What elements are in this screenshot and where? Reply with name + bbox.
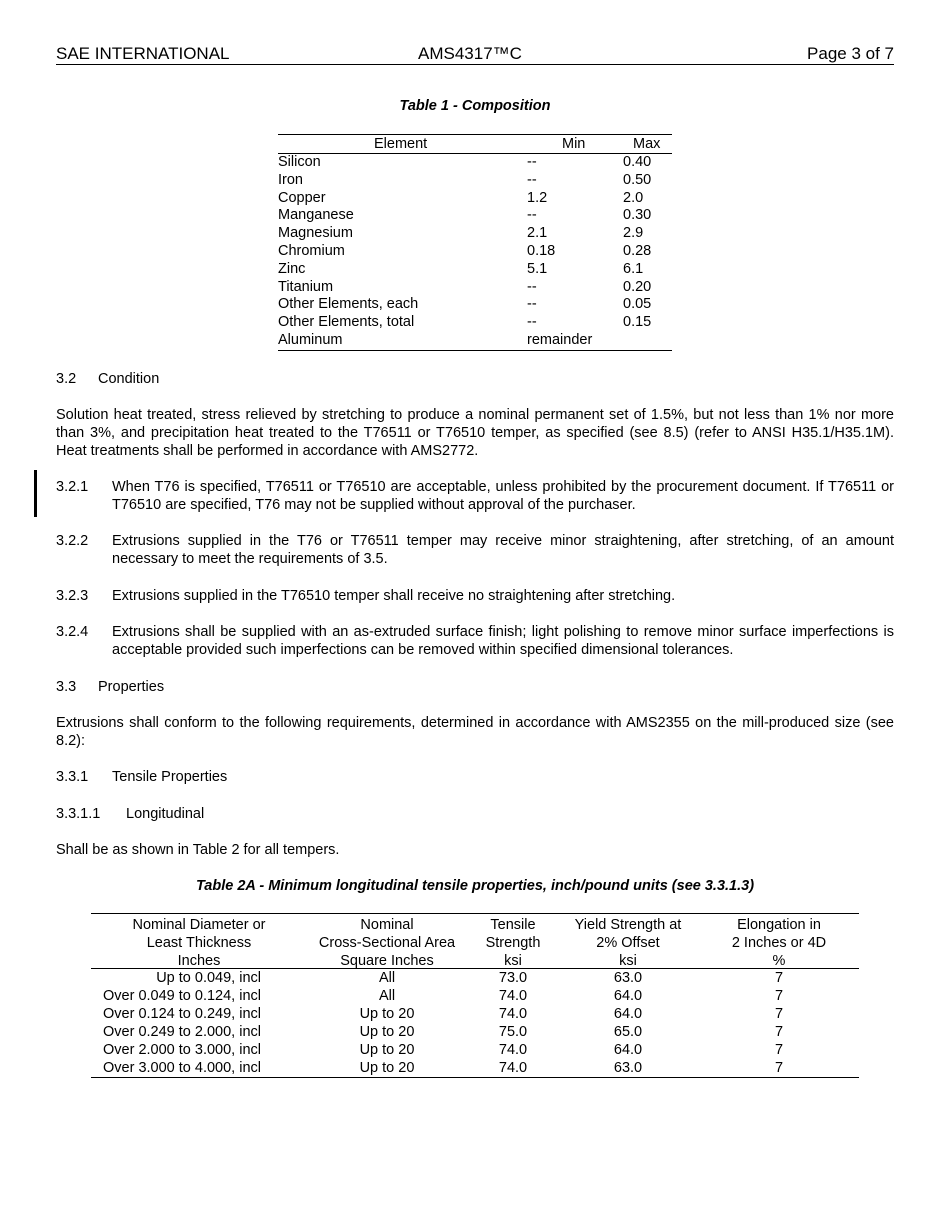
table-row: [278, 296, 672, 314]
subsection-text: Extrusions supplied in the T76 or T76511 temper may receive minor straightening, after stretching, of an amount necessary to meet the requirements of 3.5.: [112, 533, 894, 567]
table-row: [278, 154, 672, 172]
column-header-tensile: [473, 916, 553, 970]
section-3-2-heading: [56, 370, 159, 388]
section-3-3-1-heading: [56, 768, 227, 786]
table-row: [278, 314, 672, 332]
table-row: [278, 261, 672, 279]
cell-yield: 64.0: [613, 1042, 643, 1058]
header-line: %: [772, 953, 786, 969]
cell-element: Silicon: [278, 154, 321, 170]
cell-element: Zinc: [278, 260, 306, 277]
table-body: [278, 154, 672, 350]
column-header-elongation: [713, 916, 845, 970]
table-row: [278, 279, 672, 297]
cell-yield: 64.0: [613, 1006, 643, 1022]
header-line: Nominal Diameter or: [132, 917, 266, 933]
table-row: [91, 1041, 859, 1059]
section-title: Tensile Properties: [112, 769, 228, 785]
header-line: ksi: [504, 953, 522, 969]
subsection-3-2-3: [56, 587, 894, 605]
column-header-area: [303, 916, 471, 970]
cell-diameter: Up to 0.049, incl: [156, 970, 261, 986]
cell-tensile: 73.0: [498, 970, 528, 986]
column-header-element: Element: [374, 136, 428, 152]
cell-min: --: [527, 207, 537, 224]
cell-elongation: 7: [774, 988, 784, 1004]
section-number: 3.2: [56, 371, 77, 387]
change-bar: [34, 470, 37, 517]
section-3-3-1-1-body: Shall be as shown in Table 2 for all tempers.: [56, 842, 340, 858]
section-title: Longitudinal: [126, 806, 205, 822]
cell-max: 0.40: [623, 154, 652, 170]
cell-elongation: 7: [774, 970, 784, 986]
column-header-max: Max: [633, 136, 661, 152]
column-header-min: Min: [562, 136, 586, 152]
composition-table: [278, 134, 672, 351]
header-org: SAE INTERNATIONAL: [56, 44, 230, 63]
cell-yield: 65.0: [613, 1024, 643, 1040]
section-title: Condition: [98, 371, 160, 387]
cell-min: remainder: [527, 331, 593, 348]
section-number: 3.3.1: [56, 769, 89, 785]
cell-diameter: Over 0.249 to 2.000, incl: [103, 1024, 261, 1040]
table-row: [91, 969, 859, 987]
cell-yield: 63.0: [613, 970, 643, 986]
cell-min: --: [527, 296, 537, 313]
cell-max: 2.0: [623, 189, 644, 206]
cell-element: Chromium: [278, 242, 345, 259]
header-line: Elongation in: [737, 917, 821, 933]
cell-diameter: Over 0.124 to 0.249, incl: [103, 1006, 261, 1022]
header-line: 2% Offset: [596, 935, 660, 951]
cell-max: 0.50: [623, 171, 652, 188]
header-doc-number: AMS4317™C: [418, 44, 522, 63]
cell-max: 2.9: [623, 225, 644, 242]
cell-min: 5.1: [527, 260, 548, 277]
section-3-3-1-1-heading: [56, 805, 204, 823]
header-line: Square Inches: [340, 953, 434, 969]
section-3-3-heading: [56, 678, 164, 696]
tensile-properties-table: [91, 913, 859, 1078]
cell-min: 1.2: [527, 189, 548, 206]
header-line: ksi: [619, 953, 637, 969]
cell-max: 6.1: [623, 260, 644, 277]
cell-element: Iron: [278, 171, 303, 188]
table-row: [91, 987, 859, 1005]
subsection-number: 3.2.1: [56, 479, 89, 495]
cell-min: --: [527, 171, 537, 188]
cell-max: 0.15: [623, 314, 652, 331]
table-row: [91, 1059, 859, 1077]
cell-max: 0.30: [623, 207, 652, 224]
column-header-yield: [561, 916, 695, 970]
page-header: [56, 44, 894, 65]
header-line: Yield Strength at: [574, 917, 682, 933]
section-number: 3.3.1.1: [56, 806, 101, 822]
header-line: Cross-Sectional Area: [318, 935, 456, 951]
section-3-3-body: Extrusions shall conform to the following requirements, determined in accordance with AMS2355 on the mill-produced size (see 8.2):: [56, 715, 894, 749]
subsection-3-2-2: [56, 532, 894, 568]
header-line: 2 Inches or 4D: [731, 935, 827, 951]
table-row: [91, 1005, 859, 1023]
cell-element: Aluminum: [278, 331, 343, 348]
table-row: [278, 243, 672, 261]
section-title: Properties: [98, 679, 165, 695]
subsection-text: Extrusions supplied in the T76510 temper shall receive no straightening after stretching.: [112, 588, 676, 604]
subsection-number: 3.2.3: [56, 588, 89, 604]
table-header-row: [91, 914, 859, 969]
cell-min: 2.1: [527, 225, 548, 242]
table-row: [278, 332, 672, 350]
cell-element: Other Elements, total: [278, 314, 415, 331]
cell-min: --: [527, 314, 537, 331]
cell-max: 0.20: [623, 278, 652, 295]
cell-min: --: [527, 278, 537, 295]
cell-area: Up to 20: [359, 1024, 415, 1040]
cell-tensile: 75.0: [498, 1024, 528, 1040]
cell-elongation: 7: [774, 1024, 784, 1040]
table-row: [91, 1023, 859, 1041]
cell-max: 0.28: [623, 242, 652, 259]
cell-max: 0.05: [623, 296, 652, 313]
cell-element: Magnesium: [278, 225, 353, 242]
cell-element: Copper: [278, 189, 326, 206]
cell-element: Manganese: [278, 207, 354, 224]
cell-elongation: 7: [774, 1042, 784, 1058]
cell-yield: 63.0: [613, 1060, 643, 1076]
cell-area: All: [378, 988, 396, 1004]
cell-tensile: 74.0: [498, 988, 528, 1004]
cell-area: Up to 20: [359, 1060, 415, 1076]
table-row: [278, 190, 672, 208]
cell-diameter: Over 0.049 to 0.124, incl: [103, 988, 261, 1004]
cell-area: Up to 20: [359, 1006, 415, 1022]
cell-elongation: 7: [774, 1006, 784, 1022]
header-line: Nominal: [360, 917, 414, 933]
cell-tensile: 74.0: [498, 1006, 528, 1022]
header-line: Strength: [485, 935, 541, 951]
column-header-diameter: [108, 916, 290, 970]
header-line: Tensile: [490, 917, 536, 933]
section-3-2-body: Solution heat treated, stress relieved by stretching to produce a nominal permanent set of 1.5%, but not less than 1% nor more than 3%, and precipitation heat treated to the T76511 or T76510 temper, as specified (see 8.5) (refer to ANSI H35.1/H35.1M). Heat treatments shall be performed in accordance with AMS2772.: [56, 407, 894, 459]
table-row: [278, 225, 672, 243]
section-number: 3.3: [56, 679, 77, 695]
subsection-3-2-1: [56, 478, 894, 514]
header-page-number: Page 3 of 7: [807, 44, 894, 63]
table2a-caption: Table 2A - Minimum longitudinal tensile properties, inch/pound units (see 3.3.1.3): [195, 878, 755, 894]
subsection-number: 3.2.4: [56, 624, 89, 640]
table-row: [278, 172, 672, 190]
cell-elongation: 7: [774, 1060, 784, 1076]
subsection-number: 3.2.2: [56, 533, 89, 549]
subsection-text: Extrusions shall be supplied with an as-extruded surface finish; light polishing to remove minor surface imperfections is acceptable provided such imperfections can be removed within specified dimensional tolerances.: [112, 624, 894, 658]
cell-yield: 64.0: [613, 988, 643, 1004]
cell-area: All: [378, 970, 396, 986]
cell-diameter: Over 3.000 to 4.000, incl: [103, 1060, 261, 1076]
table-header-row: [278, 135, 672, 154]
subsection-text: When T76 is specified, T76511 or T76510 are acceptable, unless prohibited by the procurement document. If T76511 or T76510 are specified, T76 may not be supplied without approval of the purchaser.: [112, 479, 894, 513]
table-row: [278, 207, 672, 225]
cell-tensile: 74.0: [498, 1060, 528, 1076]
header-line: Inches: [177, 953, 221, 969]
cell-element: Other Elements, each: [278, 296, 419, 313]
cell-diameter: Over 2.000 to 3.000, incl: [103, 1042, 261, 1058]
header-line: Least Thickness: [146, 935, 252, 951]
cell-min: --: [527, 154, 537, 170]
cell-tensile: 74.0: [498, 1042, 528, 1058]
table-body: [91, 969, 859, 1077]
cell-min: 0.18: [527, 242, 556, 259]
cell-area: Up to 20: [359, 1042, 415, 1058]
table1-caption: Table 1 - Composition: [399, 98, 551, 114]
cell-element: Titanium: [278, 278, 334, 295]
subsection-3-2-4: [56, 623, 894, 659]
